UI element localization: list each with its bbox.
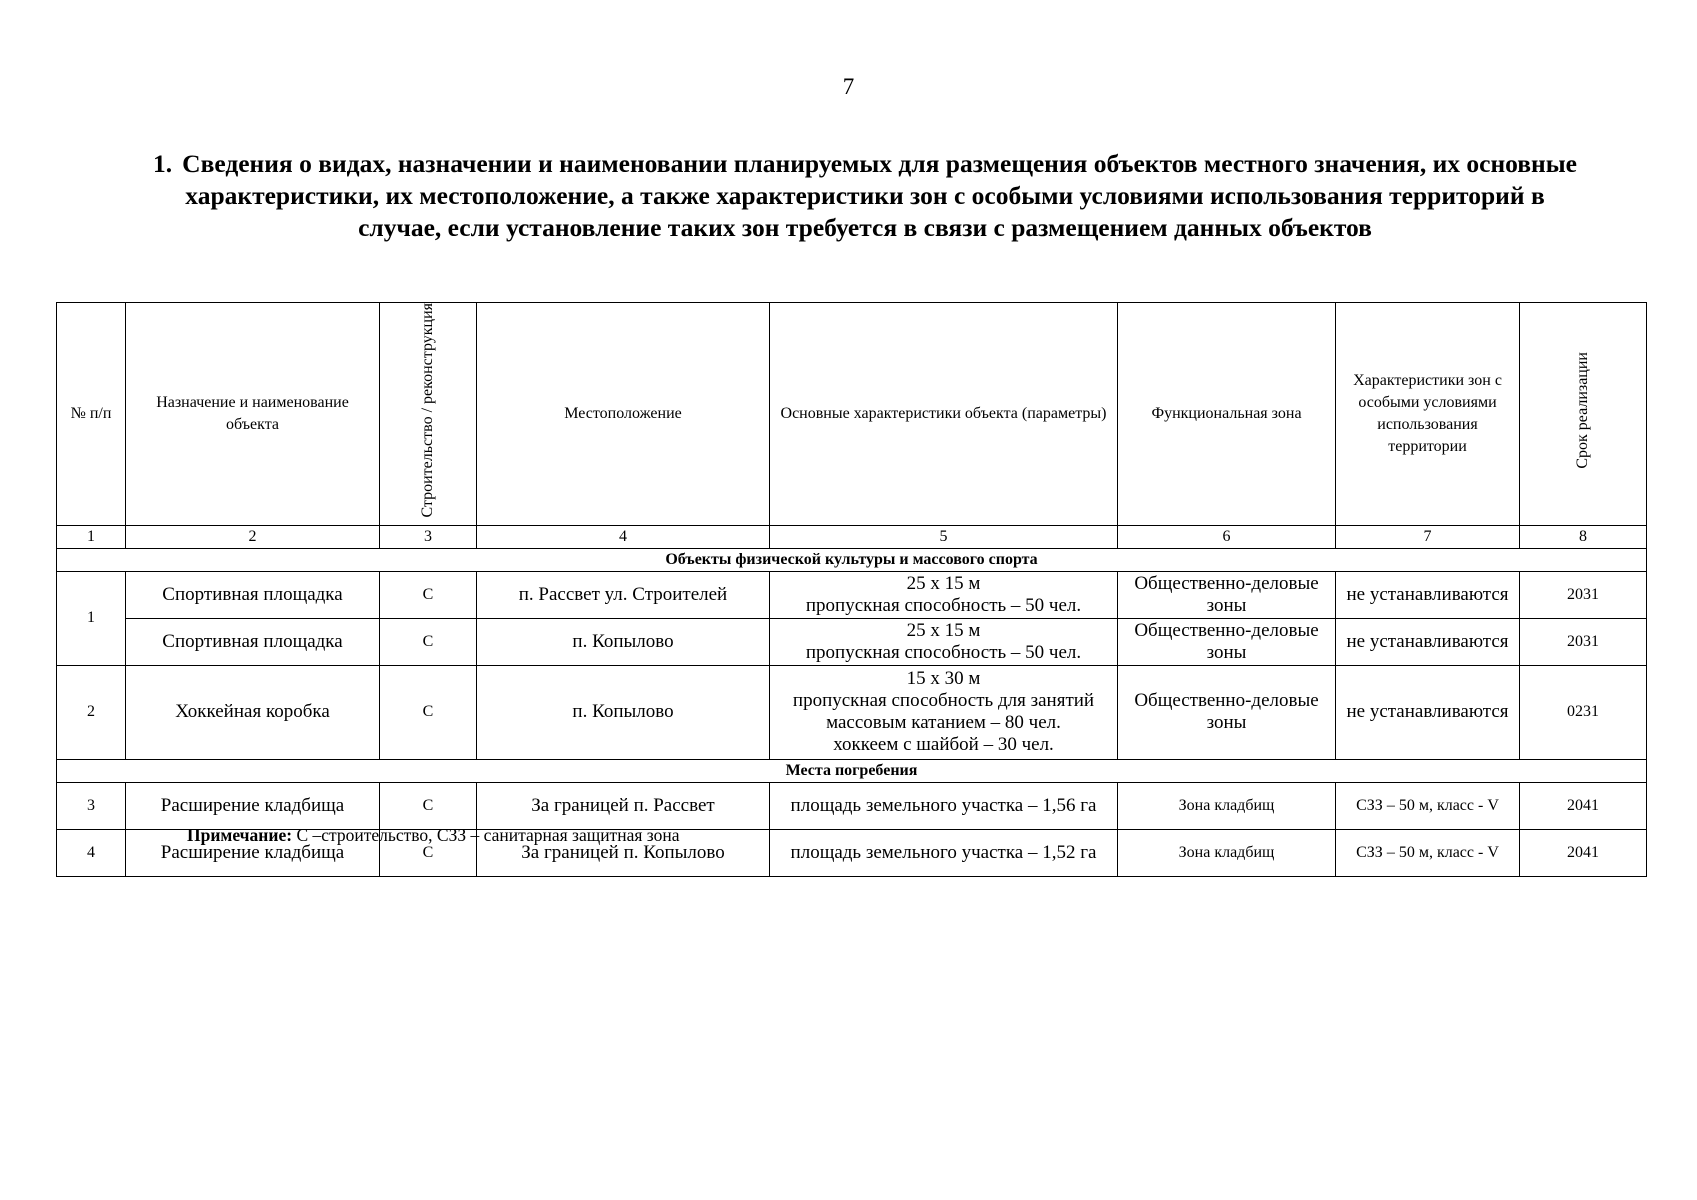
special-zone: не устанавливаются xyxy=(1336,665,1520,759)
location: За границей п. Рассвет xyxy=(477,782,770,829)
params xyxy=(770,571,1118,618)
section-title-burial: Места погребения xyxy=(57,759,1647,782)
build-type: С xyxy=(380,571,477,618)
special-zone: не устанавливаются xyxy=(1336,571,1520,618)
functional-zone: Общественно-деловые зоны xyxy=(1118,665,1336,759)
header-term xyxy=(1520,303,1647,526)
params xyxy=(770,665,1118,759)
header-name: Назначение и наименование объекта xyxy=(126,303,380,526)
header-build xyxy=(380,303,477,526)
note-label: Примечание: xyxy=(187,825,293,845)
object-name: Спортивная площадка xyxy=(126,571,380,618)
params: площадь земельного участка – 1,52 га xyxy=(770,829,1118,876)
objects-table xyxy=(56,302,1647,877)
functional-zone: Зона кладбищ xyxy=(1118,829,1336,876)
section-title-sport: Объекты физической культуры и массового спорта xyxy=(57,548,1647,571)
object-name: Спортивная площадка xyxy=(126,618,380,665)
object-name: Расширение кладбища xyxy=(126,782,380,829)
section-row-sport xyxy=(57,548,1647,571)
column-number: 1 xyxy=(57,525,126,548)
functional-zone: Общественно-деловые зоны xyxy=(1118,618,1336,665)
column-number: 5 xyxy=(770,525,1118,548)
note xyxy=(187,825,679,846)
row-number: 1 xyxy=(57,571,126,665)
params-line: пропускная способность – 50 чел. xyxy=(805,641,1082,663)
column-number: 4 xyxy=(477,525,770,548)
section-number: 1. xyxy=(153,149,173,178)
section-title xyxy=(150,148,1580,244)
build-type: С xyxy=(380,618,477,665)
location: п. Копылово xyxy=(477,618,770,665)
section-title-text: Сведения о видах, назначении и наименовании планируемых для размещения объектов местного значения, их основные характеристики, их местоположение, а также характеристики зон с особыми условиями использования территорий в случае, если установление таких зон требуется в связи с размещением данных объектов xyxy=(182,149,1577,242)
header-num: № п/п xyxy=(57,303,126,526)
params-line: 25 х 15 м xyxy=(906,572,981,594)
term: 2031 xyxy=(1520,571,1647,618)
functional-zone: Общественно-деловые зоны xyxy=(1118,571,1336,618)
build-type: С xyxy=(380,829,477,876)
header-zone: Функциональная зона xyxy=(1118,303,1336,526)
special-zone: СЗЗ – 50 м, класс - V xyxy=(1336,829,1520,876)
term: 2031 xyxy=(1520,618,1647,665)
header-special: Характеристики зон с особыми условиями использования территории xyxy=(1336,303,1520,526)
row-number: 4 xyxy=(57,829,126,876)
special-zone: не устанавливаются xyxy=(1336,618,1520,665)
column-number: 2 xyxy=(126,525,380,548)
table-row xyxy=(57,618,1647,665)
header-location: Местоположение xyxy=(477,303,770,526)
params-line: пропускная способность – 50 чел. xyxy=(805,594,1082,616)
row-number: 3 xyxy=(57,782,126,829)
column-number: 6 xyxy=(1118,525,1336,548)
params: площадь земельного участка – 1,56 га xyxy=(770,782,1118,829)
header-build-text: Строительство / реконструкция xyxy=(419,303,436,518)
row-number: 2 xyxy=(57,665,126,759)
params-line: хоккеем с шайбой – 30 чел. xyxy=(833,734,1054,756)
term: 2041 xyxy=(1520,782,1647,829)
special-zone: СЗЗ – 50 м, класс - V xyxy=(1336,782,1520,829)
params xyxy=(770,618,1118,665)
table-row xyxy=(57,782,1647,829)
build-type: С xyxy=(380,665,477,759)
note-text: С –строительство, СЗЗ – санитарная защитная зона xyxy=(292,825,680,845)
location: п. Копылово xyxy=(477,665,770,759)
term: 2041 xyxy=(1520,829,1647,876)
column-number: 3 xyxy=(380,525,477,548)
header-params: Основные характеристики объекта (параметры) xyxy=(770,303,1118,526)
location: п. Рассвет ул. Строителей xyxy=(477,571,770,618)
table-row xyxy=(57,665,1647,759)
location: За границей п. Копылово xyxy=(477,829,770,876)
object-name: Хоккейная коробка xyxy=(126,665,380,759)
table-row xyxy=(57,571,1647,618)
params-line: 15 х 30 м xyxy=(906,668,981,690)
table-header-row xyxy=(57,303,1647,526)
column-number: 7 xyxy=(1336,525,1520,548)
build-type: С xyxy=(380,782,477,829)
column-number-row xyxy=(57,525,1647,548)
object-name: Расширение кладбища xyxy=(126,829,380,876)
params-line: 25 х 15 м xyxy=(906,619,981,641)
functional-zone: Зона кладбищ xyxy=(1118,782,1336,829)
page-number: 7 xyxy=(842,74,855,99)
params-line: пропускная способность для занятий массовым катанием – 80 чел. xyxy=(792,690,1095,734)
section-row-burial xyxy=(57,759,1647,782)
header-term-text: Срок реализации xyxy=(1574,351,1591,469)
term: 0231 xyxy=(1520,665,1647,759)
column-number: 8 xyxy=(1520,525,1647,548)
